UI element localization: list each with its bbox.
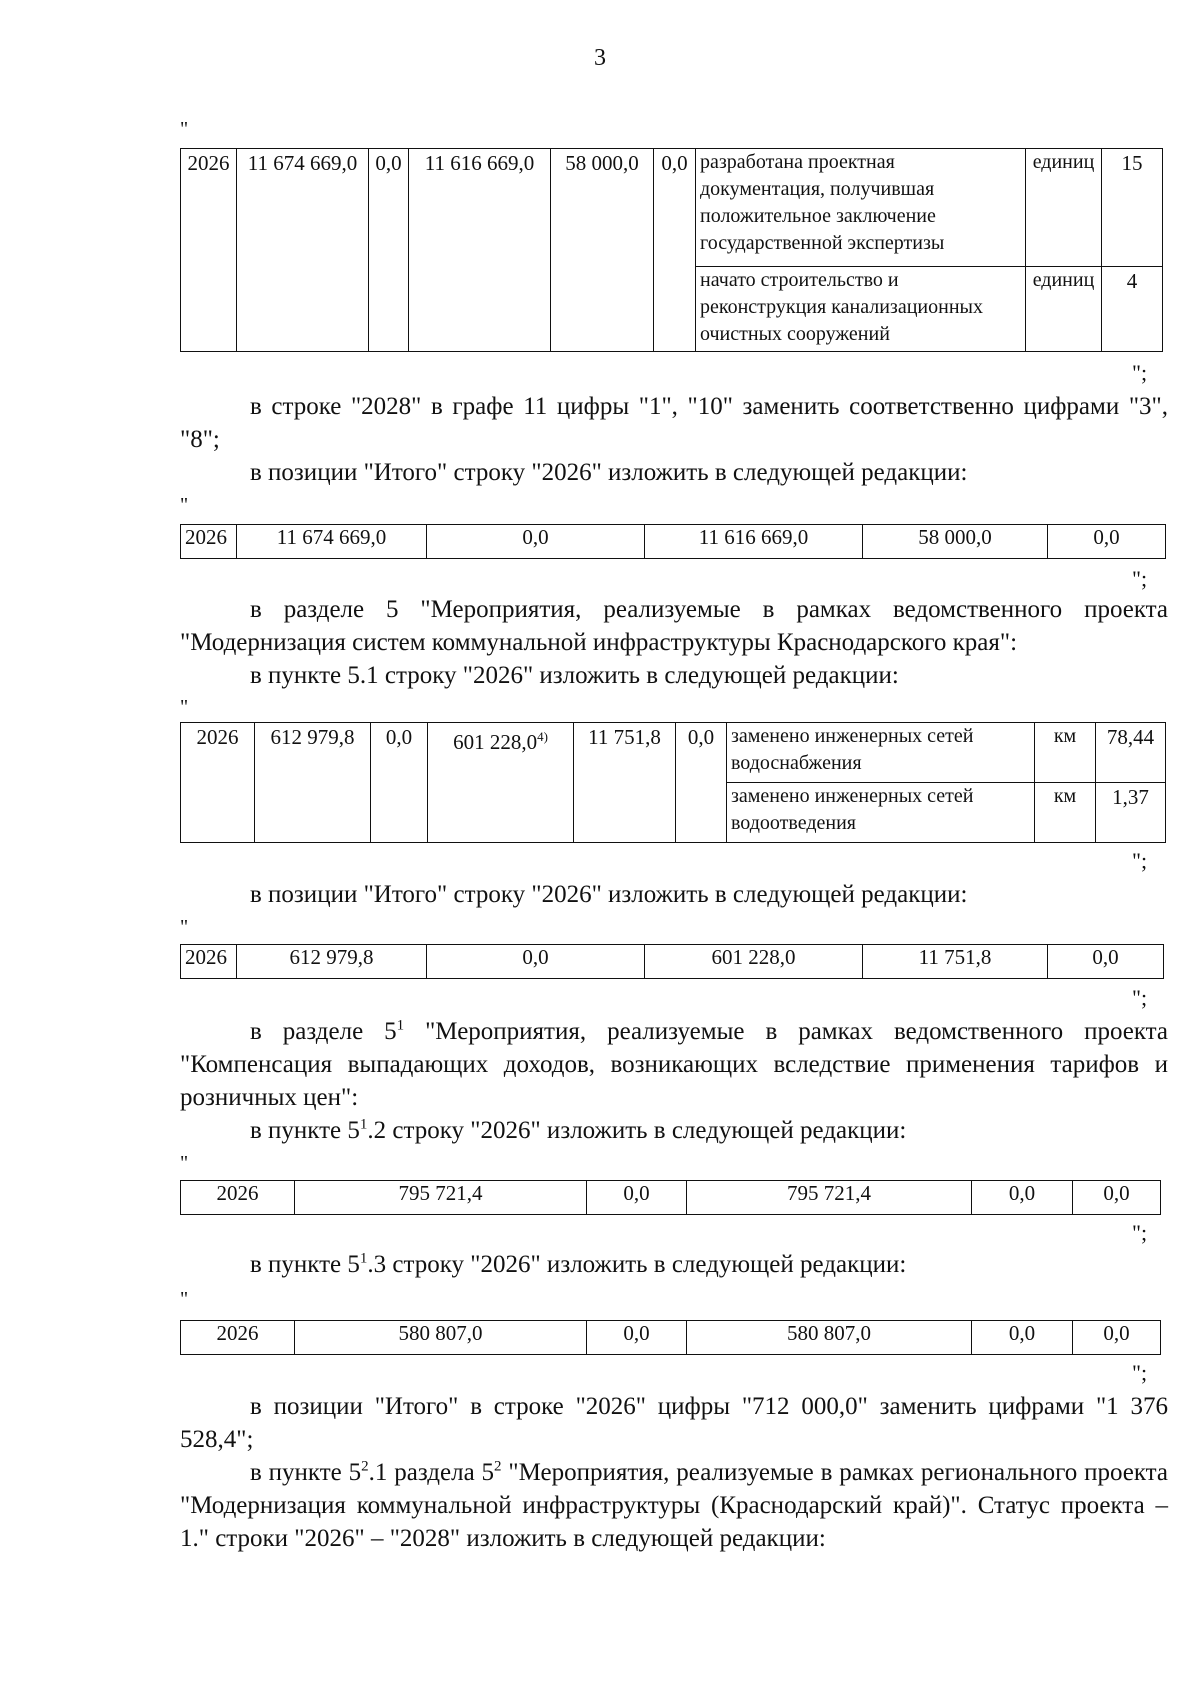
cell: 11 674 669,0 <box>237 525 427 559</box>
cell-other: 0,0 <box>654 149 696 352</box>
cell-year: 2026 <box>181 149 237 352</box>
cell: 0,0 <box>1073 1321 1161 1355</box>
quote-open: " <box>180 1152 189 1174</box>
cell-result-unit: единиц <box>1026 149 1102 267</box>
cell: 580 807,0 <box>295 1321 587 1355</box>
text: в разделе 5 <box>250 1018 397 1045</box>
cell: 0,0 <box>427 945 645 979</box>
cell-result-text: разработана проектная документация, получившая положительное заключение государственной экспертизы <box>696 149 1026 267</box>
paragraph <box>180 1015 1168 1114</box>
text: "Мероприятия, реализуемые в рамках регионального проекта "Модернизация коммунальной инфраструктуры (Краснодарский край)". Статус проекта – 1." строки "2026" – "2028" изложить в следующей редакции: <box>180 1459 1168 1552</box>
quote-open: " <box>180 916 189 938</box>
cell: 0,0 <box>427 525 645 559</box>
superscript: 1 <box>396 1017 405 1034</box>
cell: 0,0 <box>587 1181 687 1215</box>
cell: 2026 <box>181 1181 295 1215</box>
cell-total: 612 979,8 <box>255 723 371 843</box>
page-number: 3 <box>594 45 606 71</box>
cell: 795 721,4 <box>687 1181 972 1215</box>
paragraph: в строке "2028" в графе 11 цифры "1", "10" заменить соответственно цифрами "3", "8"; <box>180 393 1168 453</box>
superscript: 2 <box>494 1458 502 1475</box>
cell-total: 11 674 669,0 <box>237 149 369 352</box>
table-measure-row-2026 <box>180 148 1163 352</box>
cell-fed: 0,0 <box>369 149 409 352</box>
quote-open: " <box>180 118 189 140</box>
cell: 0,0 <box>972 1181 1073 1215</box>
cell: 2026 <box>181 1321 295 1355</box>
text: .1 раздела 5 <box>368 1459 495 1486</box>
cell-year: 2026 <box>181 723 255 843</box>
table-item-row-2026 <box>180 1180 1161 1215</box>
text: в пункте 5 <box>250 1251 360 1278</box>
cell-regional <box>428 723 574 843</box>
superscript: 2 <box>361 1458 369 1475</box>
cell-regional: 11 616 669,0 <box>409 149 551 352</box>
cell: 612 979,8 <box>237 945 427 979</box>
quote-open: " <box>180 494 189 516</box>
cell: 0,0 <box>1048 525 1166 559</box>
quote-open: " <box>180 696 189 718</box>
paragraph <box>180 1456 1168 1555</box>
superscript: 1 <box>359 1116 368 1133</box>
text: "Мероприятия, реализуемые в рамках ведомственного проекта "Компенсация выпадающих доходов, возникающих вследствие применения тарифов и розничных цен": <box>180 1018 1168 1111</box>
quote-close: "; <box>1132 1220 1148 1245</box>
cell: 0,0 <box>1073 1181 1161 1215</box>
cell-result-value: 78,44 <box>1096 723 1166 783</box>
cell: 11 751,8 <box>863 945 1048 979</box>
table-total-row-2026 <box>180 524 1166 559</box>
text: .3 строку "2026" изложить в следующей редакции: <box>367 1251 907 1278</box>
paragraph: в пункте 5.1 строку "2026" изложить в следующей редакции: <box>250 662 899 689</box>
paragraph: в позиции "Итого" строку "2026" изложить в следующей редакции: <box>250 881 968 908</box>
quote-close: "; <box>1132 848 1148 873</box>
cell-result-value: 1,37 <box>1096 783 1166 843</box>
cell-result-unit: км <box>1035 783 1096 843</box>
cell-result-text: заменено инженерных сетей водоотведения <box>727 783 1035 843</box>
table-item-row-2026 <box>180 1320 1161 1355</box>
cell: 0,0 <box>587 1321 687 1355</box>
cell: 2026 <box>181 525 237 559</box>
cell-regional-value: 601 228,0 <box>453 730 538 754</box>
quote-open: " <box>180 1288 189 1310</box>
paragraph: в разделе 5 "Мероприятия, реализуемые в рамках ведомственного проекта "Модернизация систем коммунальной инфраструктуры Краснодарского края": <box>180 596 1168 656</box>
text: .2 строку "2026" изложить в следующей редакции: <box>367 1117 907 1144</box>
cell: 58 000,0 <box>863 525 1048 559</box>
text: в пункте 5 <box>250 1117 360 1144</box>
cell: 795 721,4 <box>295 1181 587 1215</box>
cell: 11 616 669,0 <box>645 525 863 559</box>
table-total-row-2026 <box>180 944 1164 979</box>
cell-fed: 0,0 <box>371 723 428 843</box>
text: в пункте 5 <box>250 1459 362 1486</box>
cell: 2026 <box>181 945 237 979</box>
cell-local: 11 751,8 <box>574 723 676 843</box>
table-measure-row-2026 <box>180 722 1166 843</box>
paragraph: в позиции "Итого" в строке "2026" цифры "712 000,0" заменить цифрами "1 376 528,4"; <box>180 1393 1168 1453</box>
cell-result-text: начато строительство и реконструкция канализационных очистных сооружений <box>696 267 1026 352</box>
cell: 0,0 <box>972 1321 1073 1355</box>
cell-result-unit: единиц <box>1026 267 1102 352</box>
paragraph: в позиции "Итого" строку "2026" изложить в следующей редакции: <box>250 459 968 486</box>
cell-other: 0,0 <box>676 723 727 843</box>
cell: 0,0 <box>1048 945 1164 979</box>
paragraph <box>180 1114 1168 1147</box>
footnote-mark: 4) <box>537 729 548 744</box>
quote-close: "; <box>1132 985 1148 1010</box>
paragraph <box>180 1248 1168 1281</box>
cell-result-value: 15 <box>1102 149 1163 267</box>
quote-close: "; <box>1132 360 1148 385</box>
cell: 601 228,0 <box>645 945 863 979</box>
quote-close: "; <box>1132 566 1148 591</box>
quote-close: "; <box>1132 1360 1148 1385</box>
cell-local: 58 000,0 <box>551 149 654 352</box>
cell-result-unit: км <box>1035 723 1096 783</box>
cell: 580 807,0 <box>687 1321 972 1355</box>
cell-result-value: 4 <box>1102 267 1163 352</box>
superscript: 1 <box>359 1250 368 1267</box>
cell-result-text: заменено инженерных сетей водоснабжения <box>727 723 1035 783</box>
